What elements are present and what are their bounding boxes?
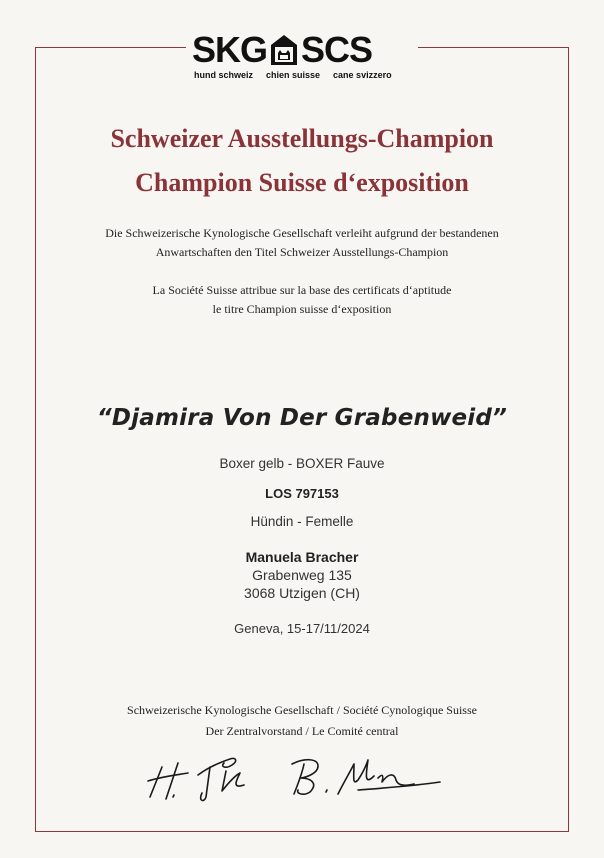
owner-city: 3068 Utzigen (CH)	[244, 585, 360, 601]
logo-text-scs: SCS	[301, 29, 373, 70]
footer-committee: Der Zentralvorstand / Le Comité central	[205, 724, 399, 738]
signature-left	[140, 745, 270, 805]
logo-sub-de: hund schweiz	[194, 70, 254, 80]
owner-street: Grabenweg 135	[252, 567, 352, 583]
logo-sub-fr: chien suisse	[266, 70, 321, 80]
dog-breed: Boxer gelb - BOXER Fauve	[219, 456, 385, 471]
logo-sub-it: cane svizzero	[333, 70, 392, 80]
intro-french-line2: le titre Champion suisse d‘exposition	[212, 302, 392, 316]
owner-name: Manuela Bracher	[245, 549, 359, 565]
dog-name: “Djamira Von Der Grabenweid”	[96, 405, 508, 431]
dog-registration: LOS 797153	[265, 486, 339, 501]
signature-right	[288, 752, 448, 802]
dog-sex: Hündin - Femelle	[250, 514, 354, 529]
footer-society: Schweizerische Kynologische Gesellschaft / Société Cynologique Suisse	[127, 703, 477, 717]
logo-subtitle	[194, 70, 405, 80]
intro-german	[0, 224, 604, 262]
logo-text-skg: SKG	[192, 29, 268, 70]
intro-french	[0, 281, 604, 319]
title-french: Champion Suisse d‘exposition	[135, 168, 469, 197]
intro-german-line1: Die Schweizerische Kynologische Gesellschaft verleiht aufgrund der bestandenen	[105, 226, 499, 240]
place-date: Geneva, 15-17/11/2024	[234, 621, 370, 636]
intro-german-line2: Anwartschaften den Titel Schweizer Ausstellungs-Champion	[155, 245, 449, 259]
doghouse-icon	[269, 33, 299, 67]
skg-scs-logo	[186, 29, 418, 85]
title-german: Schweizer Ausstellungs-Champion	[110, 124, 494, 153]
intro-french-line1: La Société Suisse attribue sur la base des certificats d‘aptitude	[152, 283, 452, 297]
